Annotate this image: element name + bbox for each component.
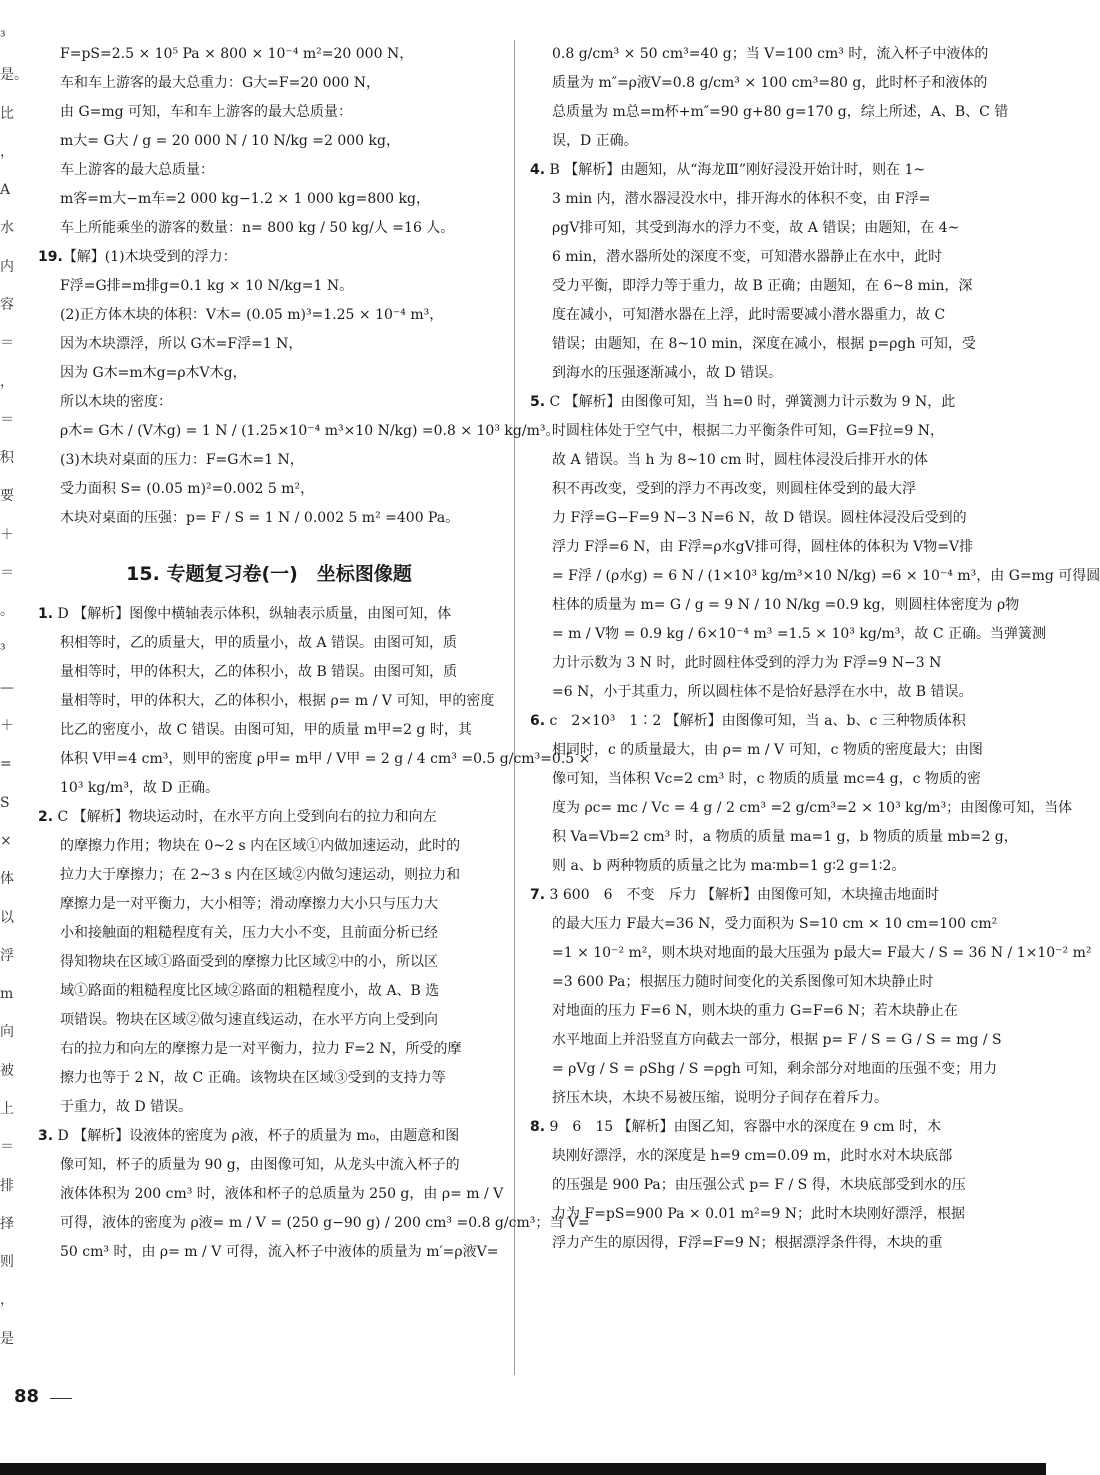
answer-line: =1 × 10⁻² m²，则木块对地面的最大压强为 p最大= F最大 / S = 36 N / 1×10⁻² m² — [552, 945, 1092, 961]
edge-fragment: 浮 — [0, 948, 14, 964]
answer-line: 拉力大于摩擦力；在 2~3 s 内在区域②内做匀速运动，则拉力和 — [60, 867, 461, 883]
answer-line: 6 min，潜水器所处的深度不变，可知潜水器静止在水中，此时 — [552, 249, 943, 265]
question-3: 3. D 【解析】设液体的密度为 ρ液，杯子的质量为 m₀，由题意和图 — [38, 1128, 460, 1144]
answer-line: 域①路面的粗糙程度比区域②路面的粗糙程度小，故 A、B 选 — [60, 983, 440, 999]
solution-line: (3)木块对桌面的压力：F=G木=1 N， — [60, 452, 304, 468]
answer-line: 浮力 F浮=6 N，由 F浮=ρ水gV排可得，圆柱体的体积为 V物=V排 — [552, 539, 974, 555]
edge-fragment: 水 — [0, 220, 14, 236]
answer-line: 到海水的压强逐渐减小，故 D 错误。 — [552, 365, 783, 381]
answer-line: 像可知，当体积 Vc=2 cm³ 时，c 物质的质量 mc=4 g，c 物质的密 — [552, 771, 981, 787]
answer-line: 积 Va=Vb=2 cm³ 时，a 物质的质量 ma=1 g，b 物质的质量 mb=2 g， — [552, 829, 1018, 845]
solution-line: (2)正方体木块的体积：V木= (0.05 m)³=1.25 × 10⁻⁴ m³， — [60, 307, 444, 323]
answer-line: 可得，液体的密度为 ρ液= m / V = (250 g−90 g) / 200 cm³ =0.8 g/cm³；当 V= — [60, 1215, 590, 1231]
question-4: 4. B 【解析】由题知，从“海龙Ⅲ”刚好浸没开始计时，则在 1~ — [530, 162, 926, 178]
solution-line: 由 G=mg 可知，车和车上游客的最大总质量： — [60, 104, 353, 120]
question-8: 8. 9 6 15 【解析】由图乙知，容器中水的深度在 9 cm 时，木 — [530, 1119, 941, 1135]
edge-fragment: 上 — [0, 1101, 14, 1117]
right-column — [530, 40, 1100, 1258]
column-divider — [514, 40, 515, 1375]
answer-line: =6 N，小于其重力，所以圆柱体不是恰好悬浮在水中，故 B 错误。 — [552, 684, 973, 700]
answer-line: 积不再改变，受到的浮力不再改变，则圆柱体受到的最大浮 — [552, 481, 916, 497]
solution-line: 车和车上游客的最大总重力：G大=F=20 000 N， — [60, 75, 381, 91]
solution-line: 木块对桌面的压强：p= F / S = 1 N / 0.002 5 m² =400 Pa。 — [60, 510, 460, 526]
question-5: 5. C 【解析】由图像可知，当 h=0 时，弹簧测力计示数为 9 N，此 — [530, 394, 956, 410]
edge-fragment: ³ — [0, 29, 6, 45]
answer-line: 于重力，故 D 错误。 — [60, 1099, 193, 1115]
answer-line: 得知物块在区域①路面受到的摩擦力比区域②中的小，所以区 — [60, 954, 438, 970]
question-1: 1. D 【解析】图像中横轴表示体积，纵轴表示质量，由图可知，体 — [38, 606, 452, 622]
answer-line: 体积 V甲=4 cm³，则甲的密度 ρ甲= m甲 / V甲 = 2 g / 4 cm³ =0.5 g/cm³=0.5 × — [60, 751, 591, 767]
edge-fragment: 排 — [0, 1178, 14, 1194]
edge-fragment: 积 — [0, 450, 14, 466]
answer-line: 错误；由题知，在 8~10 min，深度在减小，根据 p=ρgh 可知，受 — [552, 336, 976, 352]
answer-line: = m / V物 = 0.9 kg / 6×10⁻⁴ m³ =1.5 × 10³ kg/m³，故 C 正确。当弹簧测 — [552, 626, 1046, 642]
answer-line: 摩擦力是一对平衡力，大小相等；滑动摩擦力大小只与压力大 — [60, 896, 438, 912]
answer-line: 则 a、b 两种物质的质量之比为 ma∶mb=1 g∶2 g=1∶2。 — [552, 858, 906, 874]
answer-line: 水平地面上并沿竖直方向截去一部分，根据 p= F / S = G / S = mg / S — [552, 1032, 1002, 1048]
answer-line: 50 cm³ 时，由 ρ= m / V 可得，流入杯子中液体的质量为 m′=ρ液V= — [60, 1244, 499, 1260]
edge-fragment: = — [0, 756, 12, 772]
answer-line: 10³ kg/m³，故 D 正确。 — [60, 780, 220, 796]
answer-line: 对地面的压力 F=6 N，则木块的重力 G=F=6 N；若木块静止在 — [552, 1003, 958, 1019]
edge-fragment: 被 — [0, 1063, 14, 1079]
edge-fragment: 体 — [0, 871, 14, 887]
answer-line: 的压强是 900 Pa；由压强公式 p= F / S 得，木块底部受到水的压 — [552, 1177, 966, 1193]
answer-line: 小和接触面的粗糙程度有关，压力大小不变，且前面分析已经 — [60, 925, 438, 941]
edge-fragment: m — [0, 986, 14, 1002]
answer-line: 度在减小，可知潜水器在上浮，此时需要减小潜水器重力，故 C — [552, 307, 946, 323]
page-number: 88 — [14, 1386, 40, 1407]
edge-fragment: 是 — [0, 1331, 14, 1347]
answer-line: ρgV排可知，其受到海水的浮力不变，故 A 错误；由题知，在 4~ — [552, 220, 960, 236]
answer-line: 擦力也等于 2 N，故 C 正确。该物块在区域③受到的支持力等 — [60, 1070, 446, 1086]
solution-line: F浮=G排=m排g=0.1 kg × 10 N/kg=1 N。 — [60, 278, 354, 294]
page-number-dash — [50, 1398, 72, 1399]
edge-fragment: S — [0, 795, 10, 811]
edge-fragment: ³ — [0, 642, 6, 658]
edge-fragment: ， — [0, 374, 14, 390]
solution-line: 车上所能乘坐的游客的数量：n= 800 kg / 50 kg/人 =16 人。 — [60, 220, 455, 236]
answer-line: 力 F浮=G−F=9 N−3 N=6 N，故 D 错误。圆柱体浸没后受到的 — [552, 510, 967, 526]
answer-line: 柱体的质量为 m= G / g = 9 N / 10 N/kg =0.9 kg，则圆柱体密度为 ρ物 — [552, 597, 1020, 613]
question-19: 19.【解】(1)木块受到的浮力： — [38, 249, 237, 265]
left-column — [38, 40, 591, 1267]
answer-line: 力为 F=pS=900 Pa × 0.01 m²=9 N；此时木块刚好漂浮，根据 — [552, 1206, 965, 1222]
answer-line: 相同时，c 的质量最大，由 ρ= m / V 可知，c 物质的密度最大；由图 — [552, 742, 983, 758]
solution-line: 因为 G木=m木g=ρ木V木g， — [60, 365, 247, 381]
edge-fragment: ＋ — [0, 718, 14, 734]
edge-fragment: ， — [0, 144, 14, 160]
edge-fragment: × — [0, 833, 12, 849]
answer-line: 液体体积为 200 cm³ 时，液体和杯子的总质量为 250 g，由 ρ= m / V — [60, 1186, 504, 1202]
bottom-scan-bar — [0, 1463, 1046, 1475]
answer-line: 量相等时，甲的体积大，乙的体积小，根据 ρ= m / V 可知，甲的密度 — [60, 693, 495, 709]
edge-fragment: 向 — [0, 1024, 14, 1040]
edge-fragment: ， — [0, 1292, 14, 1308]
answer-line: = ρVg / S = ρShg / S =ρgh 可知，剩余部分对地面的压强不变；用力 — [552, 1061, 998, 1077]
edge-fragment: 要 — [0, 488, 14, 504]
edge-fragment: 则 — [0, 1254, 14, 1270]
answer-line: 总质量为 m总=m杯+m″=90 g+80 g=170 g，综上所述，A、B、C 错 — [552, 104, 1009, 120]
edge-fragment: 容 — [0, 297, 14, 313]
answer-line: 挤压木块，木块不易被压缩，说明分子间存在着斥力。 — [552, 1090, 888, 1106]
edge-fragment: ＋ — [0, 527, 14, 543]
answer-line: 块刚好漂浮，水的深度是 h=9 cm=0.09 m，此时水对木块底部 — [552, 1148, 953, 1164]
question-7: 7. 3 600 6 不变 斥力 【解析】由图像可知，木块撞击地面时 — [530, 887, 939, 903]
answer-line: 时圆柱体处于空气中，根据二力平衡条件可知，G=F拉=9 N， — [552, 423, 944, 439]
edge-fragment: 择 — [0, 1216, 14, 1232]
solution-line: 因为木块漂浮，所以 G木=F浮=1 N， — [60, 336, 303, 352]
edge-fragment: ＝ — [0, 335, 14, 351]
edge-fragment: A — [0, 182, 11, 198]
edge-fragment: ＝ — [0, 1139, 14, 1155]
answer-line: 像可知，杯子的质量为 90 g，由图像可知，从龙头中流入杯子的 — [60, 1157, 460, 1173]
answer-line: 3 min 内，潜水器浸没水中，排开海水的体积不变，由 F浮= — [552, 191, 931, 207]
solution-line: 所以木块的密度： — [60, 394, 172, 410]
answer-line: 浮力产生的原因得，F浮=F=9 N；根据漂浮条件得，木块的重 — [552, 1235, 943, 1251]
solution-line: 受力面积 S= (0.05 m)²=0.002 5 m²， — [60, 481, 315, 497]
section-title: 15. 专题复习卷(一) 坐标图像题 — [126, 563, 412, 585]
edge-fragment: 。 — [0, 603, 14, 619]
question-2: 2. C 【解析】物块运动时，在水平方向上受到向右的拉力和向左 — [38, 809, 437, 825]
answer-line: 的摩擦力作用；物块在 0~2 s 内在区域①内做加速运动，此时的 — [60, 838, 461, 854]
edge-fragment: ＝ — [0, 565, 14, 581]
answer-line: 0.8 g/cm³ × 50 cm³=40 g；当 V=100 cm³ 时，流入杯子中液体的 — [552, 46, 989, 62]
edge-fragment: 比 — [0, 106, 14, 122]
answer-line: 项错误。物块在区域②做匀速直线运动，在水平方向上受到向 — [60, 1012, 438, 1028]
answer-line: 受力平衡，即浮力等于重力，故 B 正确；由题知，在 6~8 min，深 — [552, 278, 973, 294]
solution-line: m大= G大 / g = 20 000 N / 10 N/kg =2 000 kg， — [60, 133, 400, 149]
answer-line: 故 A 错误。当 h 为 8~10 cm 时，圆柱体浸没后排开水的体 — [552, 452, 928, 468]
answer-line: 积相等时，乙的质量大，甲的质量小，故 A 错误。由图可知，质 — [60, 635, 458, 651]
question-6: 6. c 2×10³ 1∶2 【解析】由图像可知，当 a、b、c 三种物质体积 — [530, 713, 966, 729]
answer-line: =3 600 Pa；根据压力随时间变化的关系图像可知木块静止时 — [552, 974, 934, 990]
solution-line: F=pS=2.5 × 10⁵ Pa × 800 × 10⁻⁴ m²=20 000 N， — [60, 46, 414, 62]
answer-line: 右的拉力和向左的摩擦力是一对平衡力，拉力 F=2 N，所受的摩 — [60, 1041, 462, 1057]
edge-fragment: 以 — [0, 910, 14, 926]
answer-line: 度为 ρc= mc / Vc = 4 g / 2 cm³ =2 g/cm³=2 × 10³ kg/m³；由图像可知，当体 — [552, 800, 1073, 816]
answer-line: 比乙的密度小，故 C 错误。由图可知，甲的质量 m甲=2 g 时，其 — [60, 722, 472, 738]
answer-line: = F浮 / (ρ水g) = 6 N / (1×10³ kg/m³×10 N/kg) =6 × 10⁻⁴ m³，由 G=mg 可得圆 — [552, 568, 1100, 584]
solution-line: ρ木= G木 / (V木g) = 1 N / (1.25×10⁻⁴ m³×10 N/kg) =0.8 × 10³ kg/m³。 — [60, 423, 560, 439]
edge-fragment: 内 — [0, 259, 14, 275]
edge-fragment: — — [0, 680, 14, 696]
solution-line: 车上游客的最大总质量： — [60, 162, 214, 178]
edge-fragment: 是。 — [0, 67, 28, 83]
answer-line: 的最大压力 F最大=36 N，受力面积为 S=10 cm × 10 cm=100 cm² — [552, 916, 998, 932]
answer-line: 力计示数为 3 N 时，此时圆柱体受到的浮力为 F浮=9 N−3 N — [552, 655, 942, 671]
answer-line: 质量为 m″=ρ液V=0.8 g/cm³ × 100 cm³=80 g，此时杯子和液体的 — [552, 75, 988, 91]
solution-line: m客=m大−m车=2 000 kg−1.2 × 1 000 kg=800 kg， — [60, 191, 430, 207]
answer-line: 量相等时，甲的体积大，乙的体积小，故 B 错误。由图可知，质 — [60, 664, 458, 680]
answer-line: 误，D 正确。 — [552, 133, 638, 149]
edge-fragment: ＝ — [0, 412, 14, 428]
